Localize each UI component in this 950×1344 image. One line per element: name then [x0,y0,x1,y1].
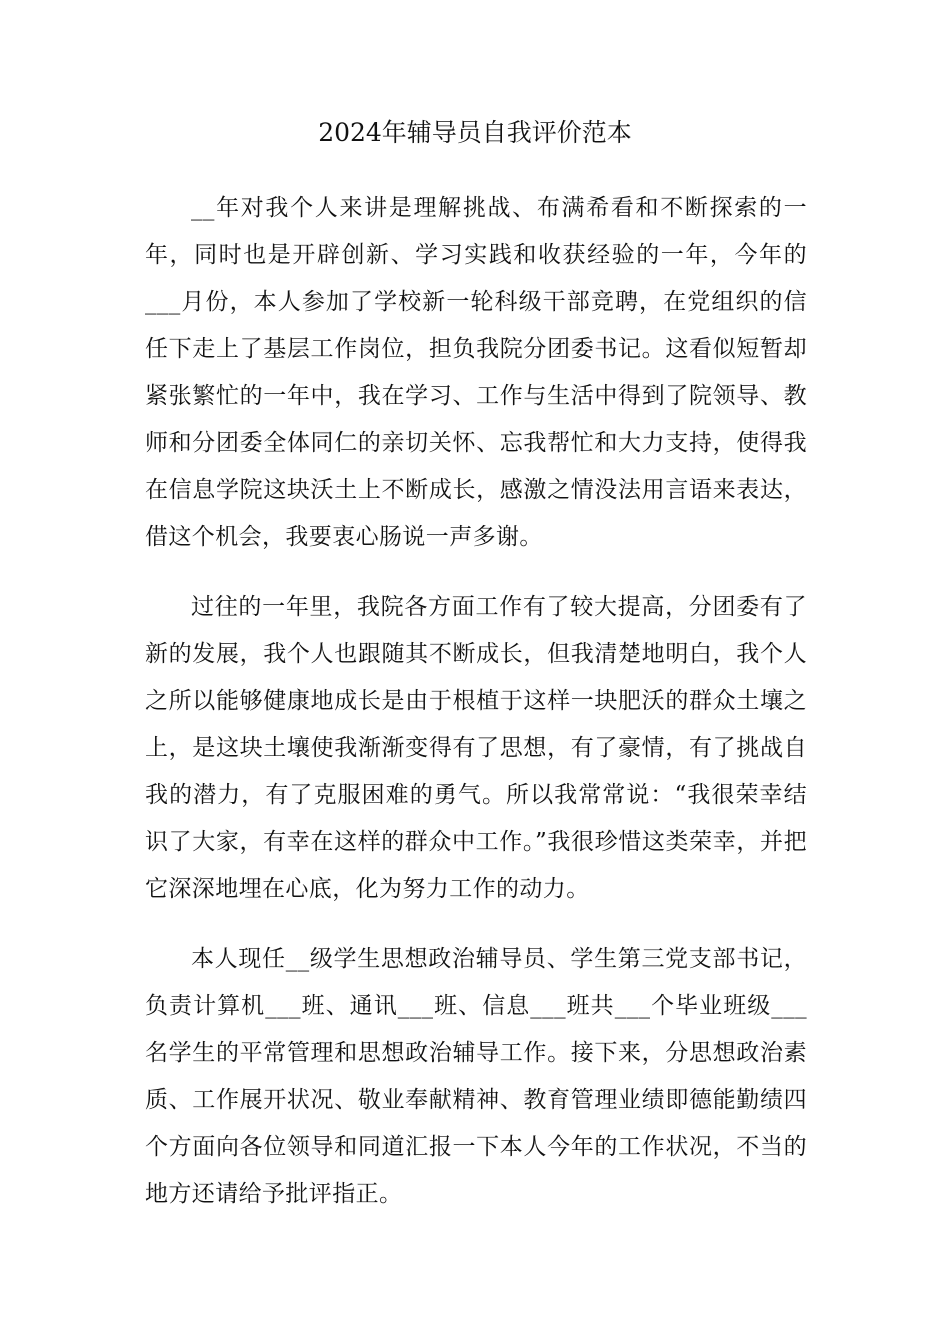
document-body [145,185,807,1218]
paragraph-1: __年对我个人来讲是理解挑战、布满希看和不断探索的一年，同时也是开辟创新、学习实践和收获经验的一年，今年的___月份，本人参加了学校新一轮科级干部竞聘，在党组织的信任下走上了基层工作岗位，担负我院分团委书记。这看似短暂却紧张繁忙的一年中，我在学习、工作与生活中得到了院领导、教师和分团委全体同仁的亲切关怀、忘我帮忙和大力支持，使得我在信息学院这块沃土上不断成长，感激之情没法用言语来表达，借这个机会，我要衷心肠说一声多谢。 [145,195,807,550]
paragraph-2: 过往的一年里，我院各方面工作有了较大提高，分团委有了新的发展，我个人也跟随其不断成长，但我清楚地明白，我个人之所以能够健康地成长是由于根植于这样一块肥沃的群众土壤之上，是这块土壤使我渐渐变得有了思想，有了豪情，有了挑战自我的潜力，有了克服困难的勇气。所以我常常说：“我很荣幸结识了大家，有幸在这样的群众中工作。”我很珍惜这类荣幸，并把它深深地埋在心底，化为努力工作的动力。 [145,594,807,902]
document-title: 2024年辅导员自我评价范本 [318,118,632,147]
paragraph-3: 本人现任__级学生思想政治辅导员、学生第三党支部书记，负责计算机___班、通讯___班、信息___班共___个毕业班级___名学生的平常管理和思想政治辅导工作。接下来，分思想政治素质、工作展开状况、敬业奉献精神、教育管理业绩即德能勤绩四个方面向各位领导和同道汇报一下本人今年的工作状况，不当的地方还请给予批评指正。 [145,946,807,1207]
